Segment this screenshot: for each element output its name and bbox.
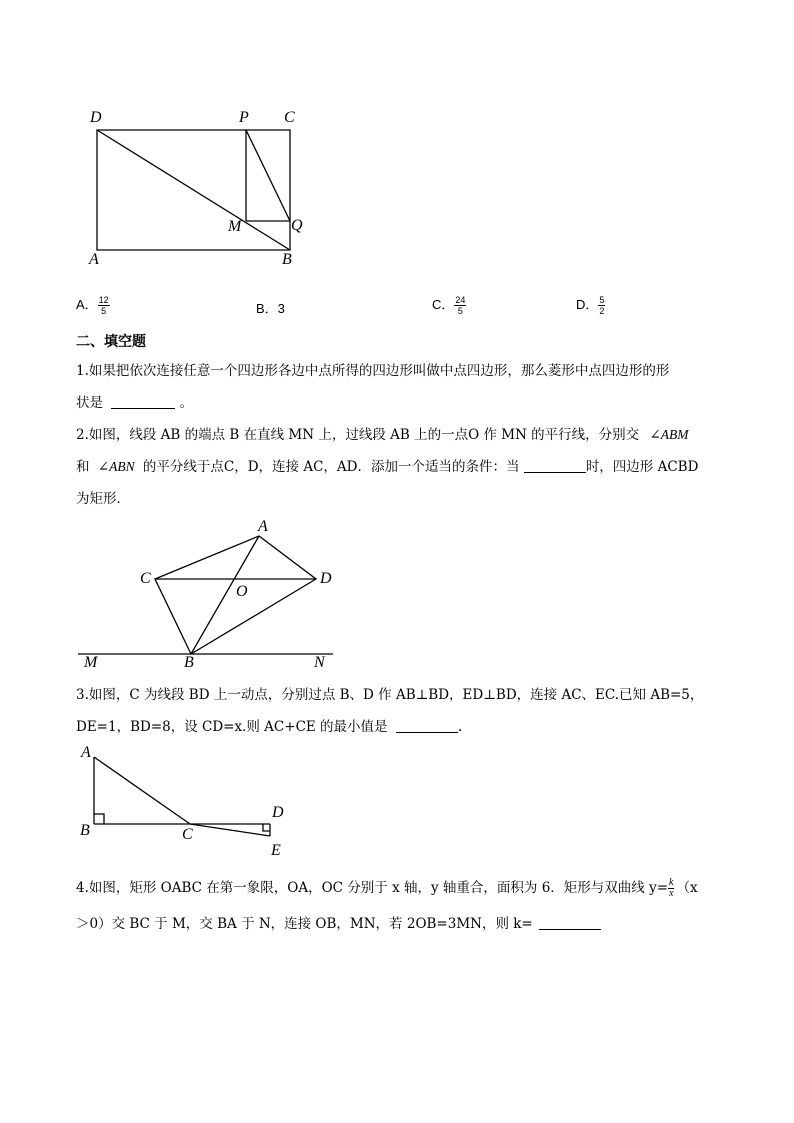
label-O: O [236,583,248,600]
q4-line1 [76,878,698,899]
q2-text3: 时，四边形 ACBD [585,459,699,475]
option-c-den: 5 [457,306,463,317]
q3-end: . [457,719,463,735]
q1-text: 状是 [76,395,103,411]
q4-line2 [76,914,601,934]
q3-line2 [76,717,462,737]
q4-frac-num: k [669,877,674,888]
q4-text-end: （x [676,880,698,896]
option-a-den: 5 [101,306,107,317]
label-M: M [84,654,98,671]
q4-answer-blank[interactable] [539,915,601,930]
segment-ac [94,757,190,824]
figure-rectangle-drawing [0,0,794,280]
q4-frac-den: x [669,888,674,899]
q3-line1: 3.如图，C 为线段 BD 上一动点，分别过点 B、D 作 AB⊥BD，ED⊥BD，连接 AC、EC.已知 AB=5， [76,687,704,703]
figure-quadrilateral [0,510,794,680]
label-D: D [320,570,332,587]
q1-end: 。 [179,395,194,411]
label-P: P [239,109,249,126]
label-B: B [184,654,194,671]
q4-text2: ＞0）交 BC 于 M，交 BA 于 N，连接 OB，MN，若 2OB=3MN，则 k= [76,916,533,932]
label-B: B [80,822,90,839]
q2-line3: 为矩形． [76,491,130,507]
q3-text: DE=1，BD=8，设 CD=x.则 AC+CE 的最小值是 [76,719,388,735]
figure-triangles [0,740,794,870]
option-a-num: 12 [98,295,109,306]
figure-rectangle [0,0,794,280]
label-C: C [182,826,193,843]
figure-quadrilateral-drawing [0,510,794,680]
q2-angle-abn: ∠ABN [97,459,135,474]
q4-text: 4.如图，矩形 OABC 在第一象限，OA，OC 分别于 x 轴，y 轴重合，面积为 6．矩形与双曲线 y= [76,880,669,896]
q2-and: 和 [76,459,90,475]
option-d [576,294,605,316]
figure-triangles-drawing [0,740,794,870]
right-angle-d [263,824,270,831]
option-a-fraction [98,295,110,316]
q3-answer-blank[interactable] [396,718,458,733]
option-b-letter: B．3 [256,301,285,316]
q4-fraction [668,878,674,899]
segment-pq [246,130,290,221]
q1-line2 [76,393,193,413]
label-A: A [89,251,99,268]
label-A: A [81,744,91,761]
option-b [256,298,285,317]
label-Q: Q [291,217,303,234]
q2-text: 2.如图，线段 AB 的端点 B 在直线 MN 上，过线段 AB 上的一点O 作 MN 的平行线，分别交 [76,427,640,443]
option-d-fraction [598,295,605,316]
label-C: C [284,109,295,126]
q1-answer-blank[interactable] [111,394,175,409]
label-M: M [228,218,242,235]
label-B: B [282,251,292,268]
label-D: D [272,804,284,821]
section-title: 二、填空题 [76,334,146,350]
segment-ab [191,536,259,654]
option-c-num: 24 [455,295,466,306]
label-E: E [271,842,281,859]
option-a [76,294,110,316]
label-C: C [140,570,151,587]
option-c-letter: C． [432,297,455,312]
segment-db [97,130,290,250]
segment-ce [190,824,270,836]
q2-line2 [76,457,698,477]
option-d-den: 2 [599,306,605,317]
right-angle-b [94,814,104,824]
q2-angle-abm: ∠ABM [649,427,689,442]
q2-answer-blank[interactable] [524,458,586,473]
q2-text2: 的平分线于点C，D，连接 AC，AD．添加一个适当的条件：当 [142,459,520,475]
label-A: A [258,518,268,535]
option-d-letter: D． [576,297,599,312]
q1-line1: 1.如果把依次连接任意一个四边形各边中点所得的四边形叫做中点四边形，那么菱形中点四边形的形 [76,363,670,379]
option-a-letter: A． [76,297,98,312]
option-c [432,294,466,316]
label-D: D [90,109,102,126]
option-d-num: 5 [599,295,605,306]
label-N: N [314,654,325,671]
option-c-fraction [454,295,466,316]
q2-line1 [76,425,689,445]
